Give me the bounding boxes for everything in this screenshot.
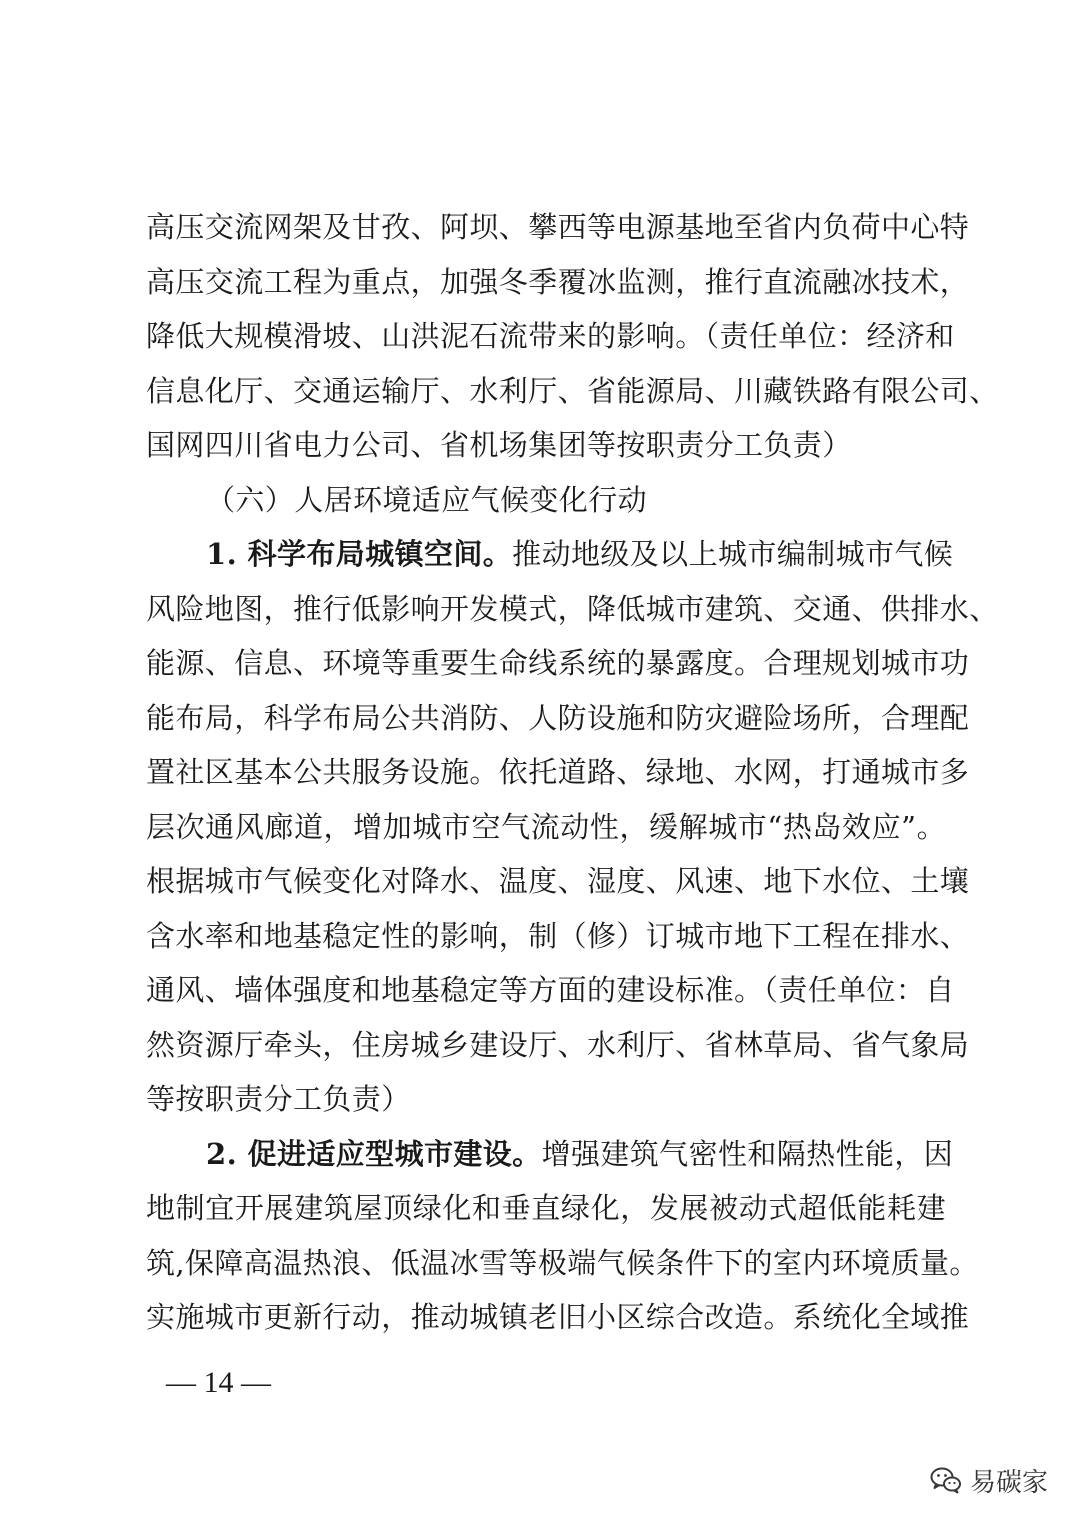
text-line: 地制宜开展建筑屋顶绿化和垂直绿化，发展被动式超低能耗建 bbox=[146, 1191, 946, 1225]
text-line: 信息化厅、交通运输厅、水利厅、省能源局、川藏铁路有限公司、 bbox=[146, 373, 999, 408]
text-line: 筑,保障高温热浪、低温冰雪等极端气候条件下的室内环境质量。 bbox=[146, 1245, 979, 1280]
watermark bbox=[930, 1460, 1048, 1500]
text-line: 国网四川省电力公司、省机场集团等按职责分工负责） bbox=[146, 428, 852, 462]
text-line: 等按职责分工负责） bbox=[146, 1082, 411, 1116]
text-line: 能布局，科学布局公共消防、人防设施和防灾避险场所，合理配 bbox=[146, 700, 970, 735]
text-line: 通风、墙体强度和地基稳定等方面的建设标准。（责任单位：自 bbox=[146, 973, 955, 1007]
text-line: 实施城市更新行动，推动城镇老旧小区综合改造。系统化全域推 bbox=[146, 1300, 970, 1334]
text-line: 高压交流网架及甘孜、阿坝、攀西等电源基地至省内负荷中心特 bbox=[146, 210, 970, 244]
text-line: 然资源厅牵头，住房城乡建设厅、水利厅、省林草局、省气象局 bbox=[146, 1027, 970, 1062]
watermark-text: 易碳家 bbox=[969, 1467, 1048, 1498]
text-line: 能源、信息、环境等重要生命线系统的暴露度。合理规划城市功 bbox=[146, 646, 970, 680]
body-text bbox=[146, 200, 999, 1345]
text-line: 含水率和地基稳定性的影响，制（修）订城市地下工程在排水、 bbox=[146, 918, 970, 953]
item-2-first-line-text: 增强建筑气密性和隔热性能，因 bbox=[541, 1136, 954, 1171]
text-line: 根据城市气候变化对降水、温度、湿度、风速、地下水位、土壤 bbox=[146, 864, 970, 898]
text-line: 置社区基本公共服务设施。依托道路、绿地、水网，打通城市多 bbox=[146, 755, 970, 789]
section-heading: （六）人居环境适应气候变化行动 bbox=[206, 482, 648, 517]
item-2-title: 2. 促进适应型城市建设。 bbox=[206, 1136, 542, 1171]
text-line: 层次通风廊道，增加城市空气流动性，缓解城市“热岛效应”。 bbox=[146, 809, 946, 844]
item-1-first-line bbox=[146, 527, 954, 582]
item-1-title: 1. 科学布局城镇空间。 bbox=[206, 537, 513, 571]
text-line: 风险地图，推行低影响开发模式，降低城市建筑、交通、供排水、 bbox=[146, 591, 999, 626]
text-line: 降低大规模滑坡、山洪泥石流带来的影响。（责任单位：经济和 bbox=[146, 319, 955, 353]
item-2-first-line bbox=[146, 1127, 954, 1182]
item-1-first-line-text: 推动地级及以上城市编制城市气候 bbox=[512, 537, 954, 571]
page-number: — 14 — bbox=[166, 1366, 271, 1399]
wechat-icon bbox=[930, 1466, 962, 1494]
text-line: 高压交流工程为重点，加强冬季覆冰监测，推行直流融冰技术， bbox=[146, 264, 970, 299]
